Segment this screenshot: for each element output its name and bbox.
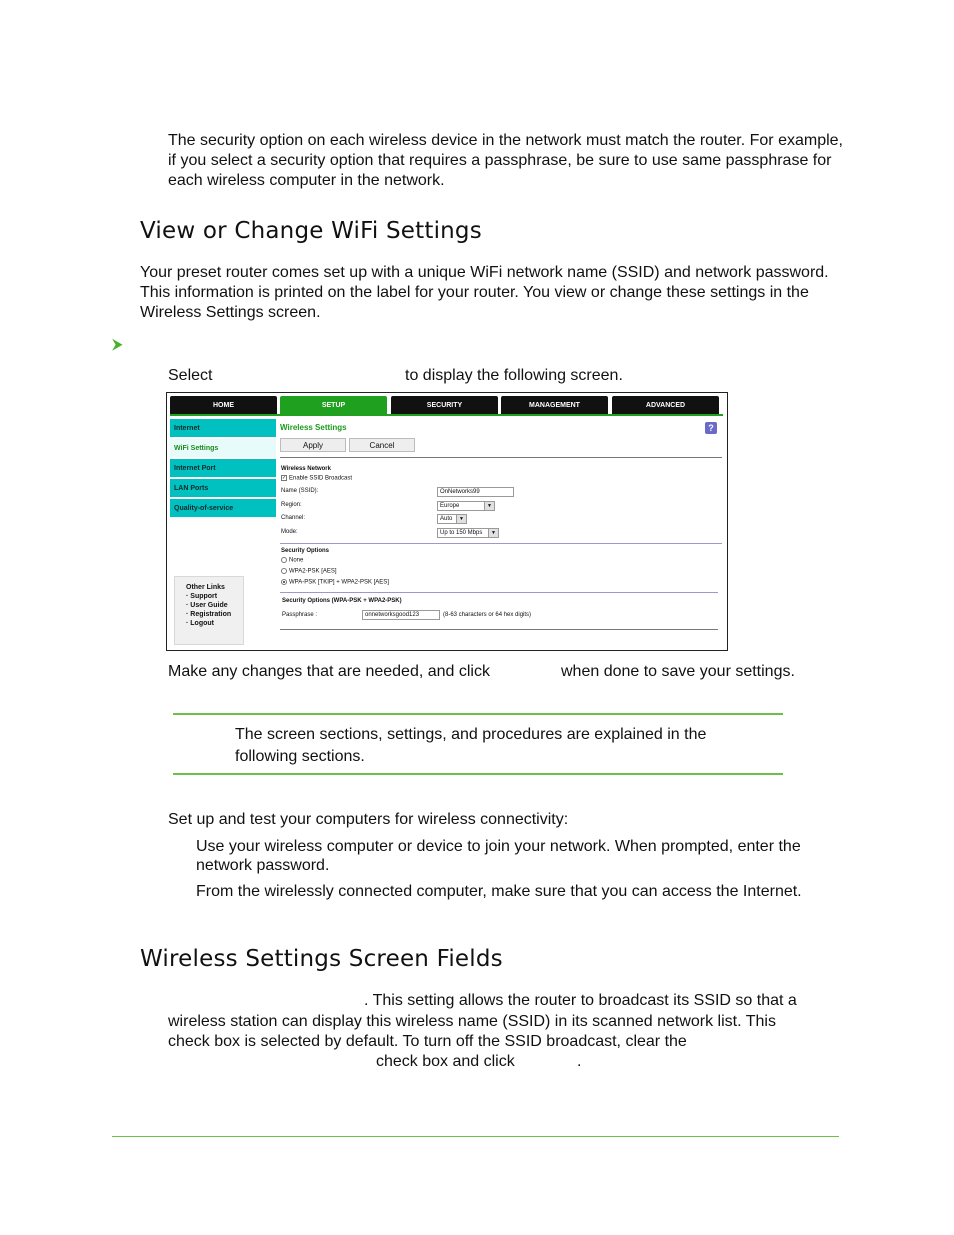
passphrase-hint: (8-63 characters or 64 hex digits): [443, 612, 532, 618]
footer-rule: [112, 1136, 839, 1137]
security-option-wpa-wpa2[interactable]: WPA-PSK [TKIP] + WPA2-PSK [AES]: [281, 579, 389, 586]
radio-wpa2[interactable]: [281, 568, 287, 574]
step1-select-text: Select: [168, 367, 213, 384]
note-text: The screen sections, settings, and procedures are explained in the following sections.: [235, 726, 707, 765]
sidebar-item-internet[interactable]: Internet: [170, 419, 276, 438]
sidebar-item-qos[interactable]: Quality-of-service: [170, 499, 276, 518]
passphrase-label: Passphrase :: [282, 612, 318, 618]
tab-security[interactable]: SECURITY: [391, 396, 498, 414]
section2-line1: . This setting allows the router to broadcast its SSID so that a: [364, 992, 797, 1009]
radio-wpa-wpa2[interactable]: [281, 579, 287, 585]
tab-setup[interactable]: SETUP: [280, 396, 387, 414]
name-label: Name (SSID):: [281, 488, 319, 494]
note-bottom-rule: [173, 773, 783, 775]
security-sub-label: Security Options (WPA-PSK + WPA2-PSK): [282, 598, 402, 604]
other-links-title: Other Links: [186, 584, 225, 591]
section2-line4a: check box and click: [376, 1053, 515, 1070]
section1-paragraph: Your preset router comes set up with a unique WiFi network name (SSID) and network password. This information is printed on the label for your router. You view or change these settings in the Wireless Settings screen.: [140, 264, 829, 321]
other-link-logout[interactable]: · Logout: [186, 620, 214, 627]
tab-home[interactable]: HOME: [170, 396, 277, 414]
channel-label: Channel:: [281, 515, 306, 521]
divider: [280, 543, 722, 544]
tab-underline: [170, 414, 723, 416]
wireless-settings-title: Wireless Settings: [280, 423, 347, 432]
router-screenshot: [166, 392, 728, 651]
sidebar-item-lan-ports[interactable]: LAN Ports: [170, 479, 276, 498]
security-option-none[interactable]: None: [281, 557, 303, 564]
step2-text-b: when done to save your settings.: [561, 663, 795, 680]
sidebar-item-wifi-settings[interactable]: WiFi Settings: [170, 439, 276, 458]
security-options-label: Security Options: [281, 548, 330, 554]
enable-ssid-row[interactable]: ✓ Enable SSID Broadcast: [282, 475, 353, 482]
help-icon[interactable]: ?: [705, 422, 717, 434]
chevron-down-icon: ▼: [488, 529, 498, 537]
section-heading-wireless-fields: Wireless Settings Screen Fields: [140, 946, 503, 972]
cancel-button[interactable]: Cancel: [349, 438, 415, 452]
region-label: Region:: [281, 502, 302, 508]
other-links-box: [174, 576, 244, 645]
other-link-registration[interactable]: · Registration: [186, 611, 232, 618]
region-select[interactable]: Europe ▼: [437, 501, 495, 511]
tab-management[interactable]: MANAGEMENT: [501, 396, 608, 414]
divider: [280, 457, 722, 458]
step3-item-1: Use your wireless computer or device to join your network. When prompted, enter the network password.: [196, 838, 801, 874]
step1-rest-text: to display the following screen.: [405, 367, 623, 384]
step3-item-2: From the wirelessly connected computer, make sure that you can access the Internet.: [196, 883, 802, 900]
step2-text-a: Make any changes that are needed, and click: [168, 663, 490, 680]
section2-line2: wireless station can display this wireless name (SSID) in its scanned network list. This: [168, 1013, 776, 1030]
chevron-down-icon: ▼: [456, 515, 466, 523]
radio-none[interactable]: [281, 557, 287, 563]
mode-label: Mode:: [281, 529, 298, 535]
step3-intro: Set up and test your computers for wireless connectivity:: [168, 811, 569, 828]
sidebar-item-internet-port[interactable]: Internet Port: [170, 459, 276, 478]
section2-line3: check box is selected by default. To turn off the SSID broadcast, clear the: [168, 1033, 687, 1050]
mode-select[interactable]: Up to 150 Mbps ▼: [437, 528, 499, 538]
other-link-user-guide[interactable]: · User Guide: [186, 602, 228, 609]
section-heading-view-change-wifi: View or Change WiFi Settings: [140, 218, 482, 244]
other-link-support[interactable]: · Support: [186, 593, 218, 600]
wireless-network-label: Wireless Network: [281, 466, 331, 472]
section2-line4b: .: [577, 1053, 582, 1070]
chevron-down-icon: ▼: [484, 502, 494, 510]
passphrase-input[interactable]: onnetworksgood123: [362, 610, 440, 620]
ssid-input[interactable]: OnNetworks99: [437, 487, 514, 497]
enable-ssid-checkbox[interactable]: ✓: [282, 475, 287, 481]
intro-paragraph: The security option on each wireless device in the network must match the router. For example, if you select a security option that requires a passphrase, be sure to use same passphrase for each wireless computer in the network.: [168, 132, 843, 189]
divider: [280, 592, 718, 593]
security-option-wpa2[interactable]: WPA2-PSK [AES]: [281, 568, 337, 575]
tab-advanced[interactable]: ADVANCED: [612, 396, 719, 414]
step-arrow-icon: ⮞: [112, 336, 123, 353]
divider: [280, 629, 718, 630]
channel-select[interactable]: Auto ▼: [437, 514, 467, 524]
apply-button[interactable]: Apply: [280, 438, 346, 452]
note-top-rule: [173, 713, 783, 715]
